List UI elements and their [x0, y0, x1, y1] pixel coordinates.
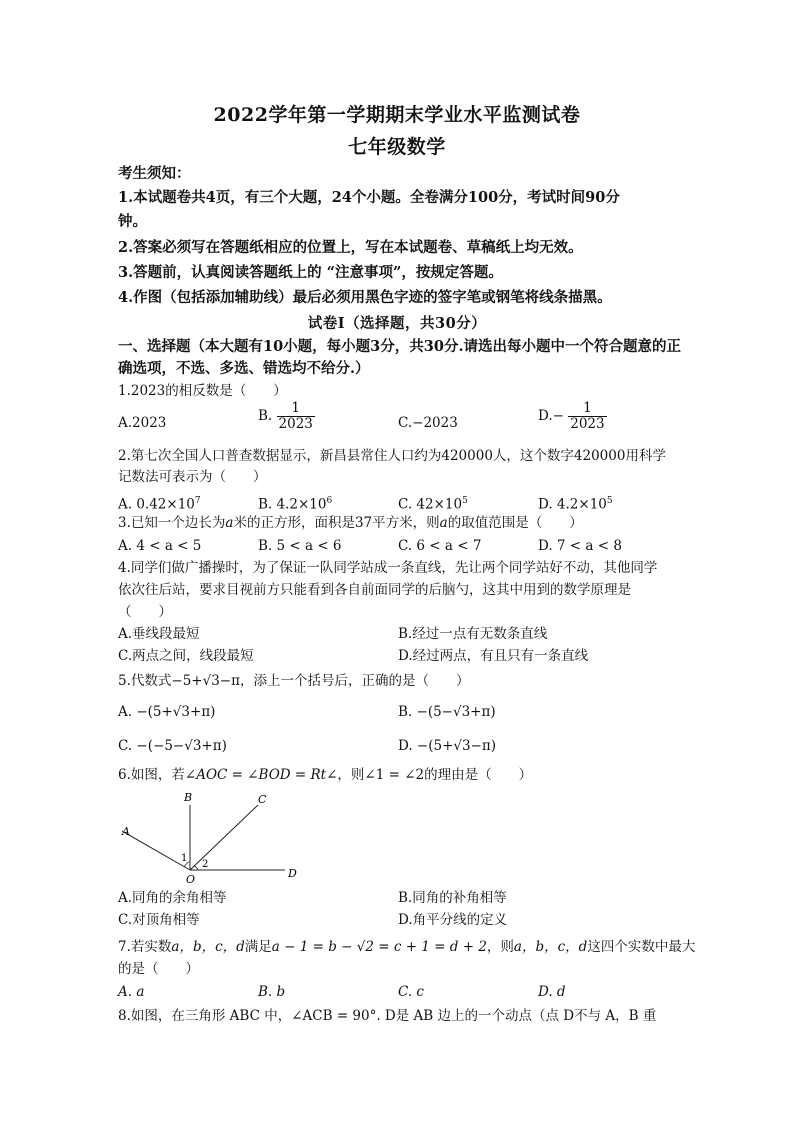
label-angle-2: 2 [202, 859, 209, 870]
label-d: D [288, 867, 297, 880]
q2-c-exponent: 5 [462, 496, 468, 506]
q3-stem-b: 米的正方形，面积是37平方米，则 [233, 515, 440, 531]
q4-option-d: D.经过两点，有且只有一条直线 [398, 648, 589, 664]
q7-stem-c: ，则 [486, 939, 514, 955]
q2-b-base: B. 4.2×10 [258, 496, 327, 513]
q8-stem: 8.如图，在三角形 ABC 中，∠ACB = 90°. D是 AB 边上的一个动点（点 D不与 A，B 重 [118, 1008, 657, 1024]
q2-stem-1: 2.第七次全国人口普查数据显示，新昌县常住人口约为420000人，这个数字420000用科学 [118, 448, 666, 464]
label-c: C [258, 793, 267, 806]
label-b: B [184, 791, 193, 804]
q6-option-c: C.对顶角相等 [118, 912, 200, 928]
q1-b-prefix: B. [258, 408, 273, 424]
q4-stem-2: 依次往后站，要求目视前方只能看到各自前面同学的后脑勺，这其中用到的数学原理是 [118, 582, 631, 598]
q1-stem: 1.2023的相反数是（ ） [118, 383, 287, 399]
notice-item-1: 1.本试题卷共4页，有三个大题，24个小题。全卷满分100分，考试时间90分 [118, 189, 620, 206]
q5-stem-a: 5.代数式 [118, 673, 172, 689]
q6-stem [118, 764, 678, 786]
q1-d-denominator: 2023 [570, 416, 605, 432]
q7-vars-2: a，b，c，d [513, 939, 588, 955]
q2-c-base: C. 42×10 [398, 496, 463, 513]
q2-d-base: D. 4.2×10 [538, 496, 607, 513]
q7-stem-2: 的是（ ） [118, 961, 199, 977]
section1-instruction-1: 一、选择题（本大题有10小题，每小题3分，共30分.请选出每小题中一个符合题意的正 [118, 338, 681, 355]
q6-stem-b: ，则 [337, 767, 365, 783]
q6-stem-c: 的理由是（ ） [424, 767, 533, 783]
q4-option-a: A.垂线段最短 [118, 626, 200, 642]
q3-stem-a: 3.已知一个边长为 [118, 515, 226, 531]
q3-stem [118, 512, 678, 534]
q7-option-b: B. b [258, 984, 286, 1000]
section1-title: 试卷Ⅰ（选择题，共30分） [307, 315, 487, 332]
q5-stem [118, 670, 678, 692]
q3-option-c: C. 6 < a < 7 [398, 538, 482, 554]
q3-var-2: a [439, 515, 448, 531]
q1-option-d [538, 401, 607, 432]
q7-option-d: D. d [538, 984, 566, 1000]
q1-d-prefix: D.− [538, 408, 564, 424]
q2-stem-2: 记数法可表示为（ ） [118, 469, 267, 485]
q7-stem-1 [118, 936, 696, 958]
q4-option-b: B.经过一点有无数条直线 [398, 626, 548, 642]
q5-expression: −5+√3−π [171, 673, 240, 689]
q7-stem-d: 这四个实数中最大 [587, 939, 696, 955]
q1-d-fraction [568, 401, 606, 432]
label-a: A [122, 825, 130, 838]
ray-oa [122, 831, 190, 870]
q6-angle-figure [110, 785, 310, 885]
q1-option-b [258, 401, 315, 432]
q3-option-a: A. 4 < a < 5 [118, 538, 202, 554]
q7-expression: a − 1 = b − √2 = c + 1 = d + 2 [271, 939, 487, 955]
q2-a-base: A. 0.42×10 [118, 496, 195, 513]
q7-vars-1: a，b，c，d [171, 939, 245, 955]
exam-subtitle: 七年级数学 [348, 136, 446, 158]
q2-a-exponent: 7 [194, 496, 201, 506]
q1-b-fraction [277, 401, 315, 432]
q3-option-b: B. 5 < a < 6 [258, 538, 342, 554]
q2-b-exponent: 6 [326, 496, 333, 506]
notice-item-1-cont: 钟。 [118, 213, 147, 230]
exam-title: 2022学年第一学期期末学业水平监测试卷 [213, 104, 581, 126]
label-o: O [186, 873, 196, 885]
q5-option-c: C. −(−5−√3+π) [118, 738, 227, 754]
ray-oc [190, 805, 258, 870]
notice-item-2: 2.答案必须写在答题纸相应的位置上，写在本试题卷、草稿纸上均无效。 [118, 239, 583, 256]
q4-option-c: C.两点之间，线段最短 [118, 648, 254, 664]
q7-option-a: A. a [118, 984, 145, 1000]
q2-d-exponent: 5 [606, 496, 613, 506]
q6-expression-2: ∠1 = ∠2 [364, 767, 425, 783]
q4-stem-1: 4.同学们做广播操时，为了保证一队同学站成一条直线，先让两个同学站好不动，其他同学 [118, 560, 658, 576]
q3-stem-c: 的取值范围是（ ） [447, 515, 583, 531]
q1-d-numerator: 1 [568, 401, 606, 417]
q3-var-1: a [225, 515, 234, 531]
q6-stem-a: 6.如图，若 [118, 767, 185, 783]
q5-option-b: B. −(5−√3+π) [398, 704, 496, 720]
q1-b-denominator: 2023 [278, 416, 313, 432]
q6-expression-1: ∠AOC = ∠BOD = Rt∠ [184, 767, 338, 783]
q6-option-a: A.同角的余角相等 [118, 890, 227, 906]
q4-stem-3: （ ） [118, 604, 172, 620]
q7-stem-b: 满足 [244, 939, 272, 955]
notice-item-3: 3.答题前，认真阅读答题纸上的 “注意事项”，按规定答题。 [118, 264, 503, 281]
q5-stem-b: ，添上一个括号后，正确的是（ ） [239, 673, 470, 689]
q5-option-d: D. −(5+√3−π) [398, 738, 497, 754]
q5-option-a: A. −(5+√3+π) [118, 704, 216, 720]
notice-heading: 考生须知： [118, 165, 191, 182]
label-angle-1: 1 [181, 853, 188, 864]
notice-item-4: 4.作图（包括添加辅助线）最后必须用黑色字迹的签字笔或钢笔将线条描黑。 [118, 289, 612, 306]
q1-option-c: C.−2023 [398, 415, 458, 431]
section1-instruction-2: 确选项，不选、多选、错选均不给分.） [118, 360, 370, 377]
q6-option-d: D.角平分线的定义 [398, 912, 508, 928]
q3-option-d: D. 7 < a < 8 [538, 538, 622, 554]
q6-option-b: B.同角的补角相等 [398, 890, 507, 906]
q7-stem-a: 7.若实数 [118, 939, 172, 955]
q1-b-numerator: 1 [277, 401, 315, 417]
q1-option-a: A.2023 [118, 415, 167, 431]
angle-2-arc [194, 866, 198, 870]
q7-option-c: C. c [398, 984, 424, 1000]
